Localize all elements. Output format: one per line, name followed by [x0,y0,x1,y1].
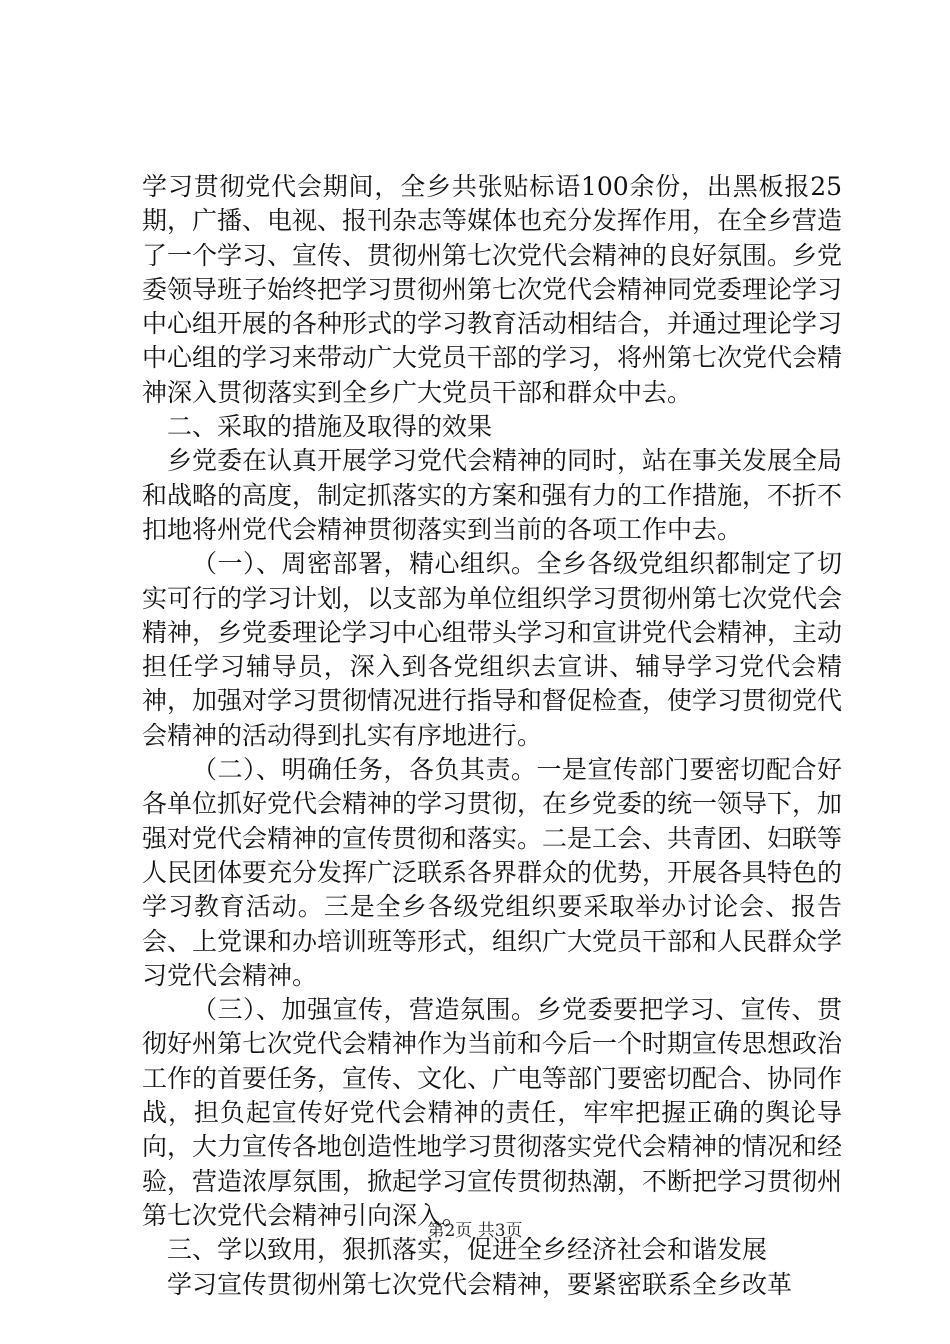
paragraph-item-two: （二）、明确任务，各负其责。一是宣传部门要密切配合好各单位抓好党代会精神的学习贯彻，在乡党委的统一领导下，加强对党代会精神的宣传贯彻和落实。二是工会、共青团、妇联等人民团体要充分发挥广泛联系各界群众的优势，开展各具特色的学习教育活动。三是全乡各级党组织要采取举办讨论会、报告会、上党课和办培训班等形式，组织广大党员干部和人民群众学习党代会精神。 [142,755,843,990]
section-heading-three: 三、学以致用，狠抓落实，促进全乡经济社会和谐发展 [167,1235,768,1265]
paragraph-closing-start: 学习宣传贯彻州第七次党代会精神，要紧密联系全乡改革 [167,1269,793,1299]
paragraph-item-one: （一）、周密部署，精心组织。全乡各级党组织都制定了切实可行的学习计划，以支部为单位组织学习贯彻州第七次党代会精神，乡党委理论学习中心组带头学习和宣讲党代会精神，主动担任学习辅导员，深入到各党组织去宣讲、辅导学习党代会精神，加强对学习贯彻情况进行指导和督促检查，使学习贯彻党代会精神的活动得到扎实有序地进行。 [142,549,843,750]
paragraph-item-three: （三）、加强宣传，营造氛围。乡党委要把学习、宣传、贯彻好州第七次党代会精神作为当前和今后一个时期宣传思想政治工作的首要任务，宣传、文化、广电等部门要密切配合、协同作战，担负起宣传好党代会精神的责任，牢牢把握正确的舆论导向，大力宣传各地创造性地学习贯彻落实党代会精神的情况和经验，营造浓厚氛围，掀起学习宣传贯彻热潮，不断把学习贯彻州第七次党代会精神引向深入。 [142,995,843,1230]
document-body [142,170,842,1302]
page-number-footer: 第2页 共3页 [427,1221,523,1241]
paragraph-publicity-summary: 学习贯彻党代会期间，全乡共张贴标语100余份，出黑板报25期，广播、电视、报刊杂志等媒体也充分发挥作用，在全乡营造了一个学习、宣传、贯彻州第七次党代会精神的良好氛围。乡党委领导班子始终把学习贯彻州第七次党代会精神同党委理论学习中心组开展的各种形式的学习教育活动相结合，并通过理论学习中心组的学习来带动广大党员干部的学习，将州第七次党代会精神深入贯彻落实到全乡广大党员干部和群众中去。 [142,172,843,407]
section-heading-two: 二、采取的措施及取得的效果 [167,412,493,442]
paragraph-measures-intro: 乡党委在认真开展学习党代会精神的同时，站在事关发展全局和战略的高度，制定抓落实的方案和强有力的工作措施，不折不扣地将州党代会精神贯彻落实到当前的各项工作中去。 [142,446,843,544]
